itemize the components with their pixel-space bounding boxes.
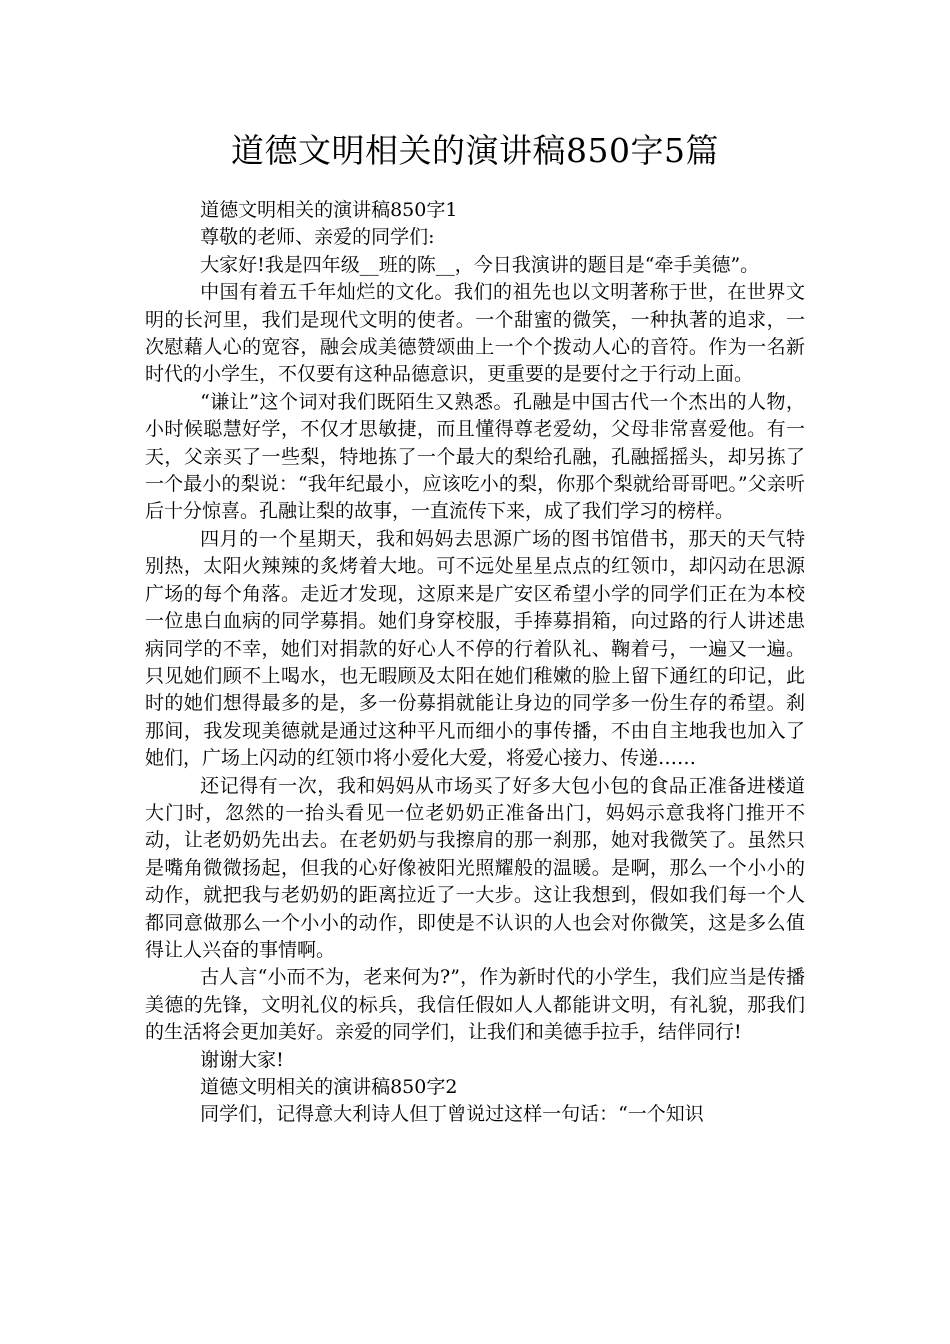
paragraph-fundraising: 四月的一个星期天，我和妈妈去思源广场的图书馆借书，那天的天气特别热，太阳火辣辣的炙烤着大地。可不远处星星点点的红领巾，却闪动在思源广场的每个角落。走近才发现，这原来是广安区希望小学的同学们正在为本校一位患白血病的同学募捐。她们身穿校服，手捧募捐箱，向过路的行人讲述患病同学的不幸，她们对捐款的好心人不停的行着队礼、鞠着弓，一遍又一遍。只见她们顾不上喝水，也无暇顾及太阳在她们稚嫩的脸上留下通红的印记，此时的她们想得最多的是，多一份募捐就能让身边的同学多一份生存的希望。刹那间，我发现美德就是通过这种平凡而细小的事传播，不由自主地我也加入了她们，广场上闪动的红领巾将小爱化大爱，将爱心接力、传递……: [145, 527, 805, 770]
document-body: [145, 197, 805, 1129]
closing-thanks: 谢谢大家!: [200, 1048, 284, 1071]
paragraph-conclusion: 古人言“小而不为，老来何为?”，作为新时代的小学生，我们应当是传播美德的先锋，文明礼仪的标兵，我信任假如人人都能讲文明，有礼貌，那我们的生活将会更加美好。亲爱的同学们，让我们和美德手拉手，结伴同行!: [145, 966, 805, 1044]
paragraph-kongrong: “谦让”这个词对我们既陌生又熟悉。孔融是中国古代一个杰出的人物，小时候聪慧好学，不仅才思敏捷，而且懂得尊老爱幼，父母非常喜爱他。有一天，父亲买了一些梨，特地拣了一个最大的梨给孔融，孔融摇摇头，却另拣了一个最小的梨说：“我年纪最小，应该吃小的梨，你那个梨就给哥哥吧。”父亲听后十分惊喜。孔融让梨的故事，一直流传下来，成了我们学习的榜样。: [145, 390, 805, 523]
paragraph-civilization: 中国有着五千年灿烂的文化。我们的祖先也以文明著称于世，在世界文明的长河里，我们是现代文明的使者。一个甜蜜的微笑，一种执著的追求，一次慰藉人心的宽容，融会成美德赞颂曲上一个个拨动人心的音符。作为一名新时代的小学生，不仅要有这种品德意识，更重要的是要付之于行动上面。: [145, 281, 805, 386]
salutation: 尊敬的老师、亲爱的同学们:: [200, 226, 435, 249]
section-heading-1: 道德文明相关的演讲稿850字1: [200, 199, 458, 221]
section-heading-2: 道德文明相关的演讲稿850字2: [200, 1076, 458, 1098]
paragraph-grandma: 还记得有一次，我和妈妈从市场买了好多大包小包的食品正准备进楼道大门时，忽然的一抬头看见一位老奶奶正准备出门，妈妈示意我将门推开不动，让老奶奶先出去。在老奶奶与我擦肩的那一刹那，她对我微笑了。虽然只是嘴角微微扬起，但我的心好像被阳光照耀般的温暖。是啊，那么一个小小的动作，就把我与老奶奶的距离拉近了一大步。这让我想到，假如我们每一个人都同意做那么一个小小的动作，即使是不认识的人也会对你微笑，这是多么值得让人兴奋的事情啊。: [145, 774, 805, 961]
document-title: 道德文明相关的演讲稿850字5篇: [231, 131, 719, 170]
paragraph-intro: 大家好!我是四年级__班的陈__，今日我演讲的题目是“牵手美德”。: [200, 253, 760, 276]
paragraph-dante: 同学们，记得意大利诗人但丁曾说过这样一句话：“一个知识: [200, 1103, 704, 1126]
